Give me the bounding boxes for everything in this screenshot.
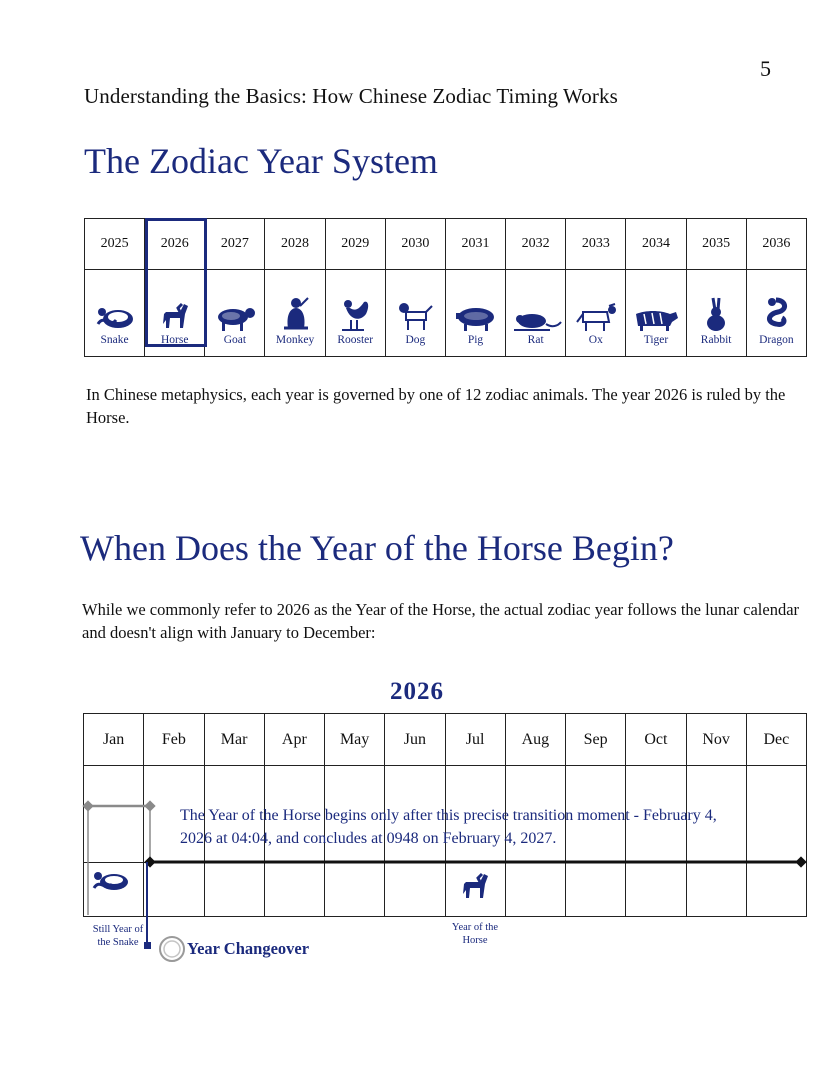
animal-cell-rat	[506, 270, 566, 357]
animal-label: Horse	[161, 334, 189, 346]
animal-cell-dragon	[746, 270, 806, 357]
animal-label: Tiger	[643, 334, 669, 346]
animal-cell-goat	[205, 270, 265, 357]
still-snake-label: Still Year of the Snake	[92, 924, 144, 948]
pig-icon	[452, 304, 500, 332]
animal-label: Dragon	[759, 334, 794, 346]
month-icon-row	[84, 863, 807, 917]
month-header: Jun	[385, 714, 445, 766]
month-header: Nov	[686, 714, 746, 766]
year-cell: 2028	[265, 219, 325, 270]
month-cell	[566, 863, 626, 917]
monkey-icon	[278, 296, 312, 332]
animal-cell-dog	[385, 270, 445, 357]
month-header: Oct	[626, 714, 686, 766]
month-cell	[445, 863, 505, 917]
month-header: Mar	[204, 714, 264, 766]
animal-label: Ox	[588, 334, 603, 346]
heading-zodiac-year-system: The Zodiac Year System	[84, 141, 438, 181]
month-header: Apr	[264, 714, 324, 766]
animal-label: Rabbit	[700, 334, 732, 346]
month-cell	[686, 863, 746, 917]
month-cell	[204, 863, 264, 917]
animal-label: Goat	[223, 334, 247, 346]
lunar-calendar-paragraph: While we commonly refer to 2026 as the Year of the Horse, the actual zodiac year follows the lunar calendar and doesn't align with January to December:	[82, 600, 800, 642]
animal-label: Rooster	[337, 334, 374, 346]
animal-cell-ox	[566, 270, 626, 357]
animal-cell-rabbit	[686, 270, 746, 357]
goat-icon	[213, 304, 257, 332]
month-header: Dec	[746, 714, 806, 766]
month-cell	[325, 863, 385, 917]
animal-cell-tiger	[626, 270, 686, 357]
section-title: Understanding the Basics: How Chinese Zodiac Timing Works	[84, 84, 618, 108]
month-header-row	[84, 714, 807, 766]
month-cell	[264, 863, 324, 917]
rat-icon	[510, 308, 562, 332]
year-cell: 2035	[686, 219, 746, 270]
year-cell: 2025	[85, 219, 145, 270]
animal-label: Pig	[467, 334, 484, 346]
month-header: Jan	[84, 714, 144, 766]
month-cell	[746, 863, 806, 917]
year-cell: 2036	[746, 219, 806, 270]
year-cell: 2031	[445, 219, 505, 270]
dog-icon	[396, 300, 434, 332]
animal-cell-rooster	[325, 270, 385, 357]
month-cell	[626, 863, 686, 917]
year-cell: 2026	[145, 219, 205, 270]
year-cell: 2034	[626, 219, 686, 270]
year-cell: 2030	[385, 219, 445, 270]
animal-label: Dog	[405, 334, 426, 346]
month-header: Sep	[566, 714, 626, 766]
animal-label: Rat	[527, 334, 544, 346]
transition-note: The Year of the Horse begins only after this precise transition moment - February 4, 2026 at 04:04, and concludes at 0948 on February 4, 2027.	[180, 807, 717, 847]
year-cell: 2027	[205, 219, 265, 270]
calendar-year-title: 2026	[390, 678, 444, 705]
month-header: Jul	[445, 714, 505, 766]
year-of-horse-label: Year of the Horse	[451, 922, 499, 946]
tiger-icon	[630, 304, 682, 332]
month-header: Feb	[144, 714, 204, 766]
ox-icon	[573, 302, 619, 332]
animal-cell-pig	[445, 270, 505, 357]
current-year-highlight	[145, 218, 207, 347]
month-cell	[385, 863, 445, 917]
month-cell	[746, 766, 806, 863]
animal-label: Monkey	[275, 334, 315, 346]
animal-cell-snake	[85, 270, 145, 357]
dragon-icon	[760, 296, 792, 332]
snake-icon	[94, 302, 136, 332]
year-cell: 2029	[325, 219, 385, 270]
animal-label: Snake	[100, 334, 129, 346]
year-changeover-label: Year Changeover	[187, 939, 310, 958]
heading-year-of-horse-begin: When Does the Year of the Horse Begin?	[80, 528, 674, 568]
month-header: Aug	[505, 714, 565, 766]
month-cell	[144, 863, 204, 917]
month-cell	[84, 766, 144, 863]
page-number: 5	[760, 56, 771, 81]
animal-cell-monkey	[265, 270, 325, 357]
year-cell: 2032	[506, 219, 566, 270]
zodiac-explanation-paragraph: In Chinese metaphysics, each year is governed by one of 12 zodiac animals. The year 2026 is ruled by the Horse.	[86, 385, 786, 427]
month-cell	[84, 863, 144, 917]
year-cell: 2033	[566, 219, 626, 270]
month-cell	[505, 863, 565, 917]
month-header: May	[325, 714, 385, 766]
rooster-icon	[336, 296, 374, 332]
rabbit-icon	[701, 296, 731, 332]
